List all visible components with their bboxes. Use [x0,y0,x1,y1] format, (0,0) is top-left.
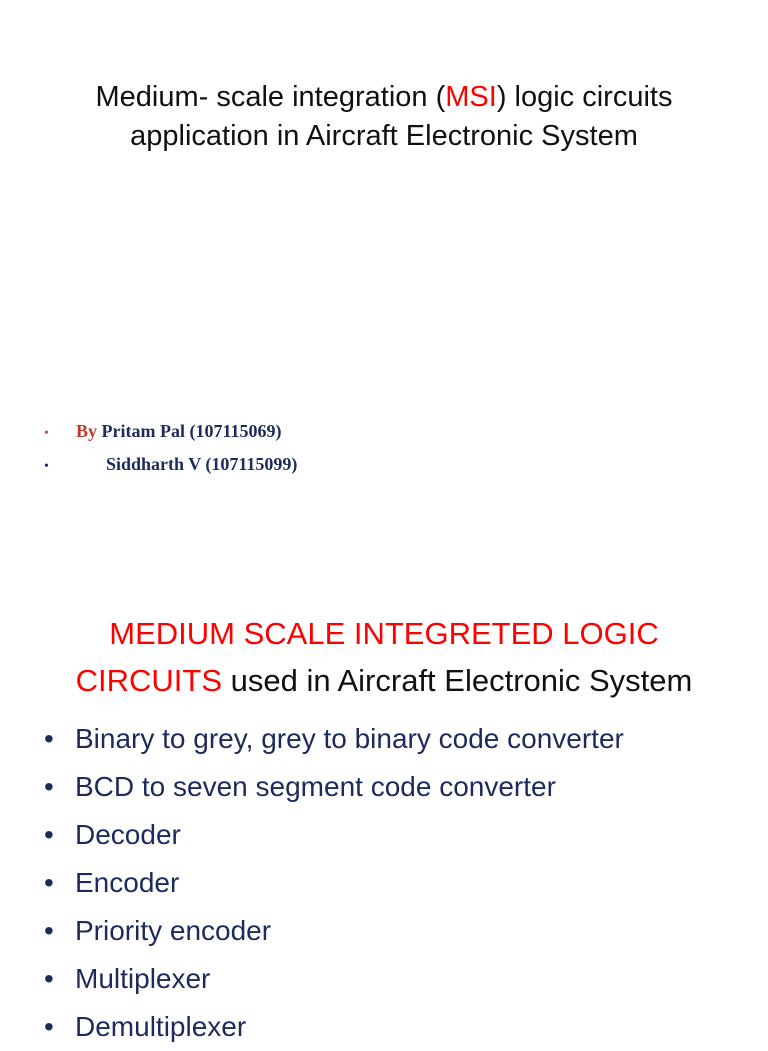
author-name: Pritam Pal (107115069) [101,421,282,441]
list-item-text: Encoder [75,867,180,898]
list-item [44,1003,624,1051]
title-text-before: Medium- scale integration ( [95,81,446,113]
list-item [44,859,624,907]
bullet-dot-icon: • [44,723,54,754]
bullet-dot-icon: • [44,915,54,946]
bullet-dot-icon: • [44,819,54,850]
title-text-after: ) logic circuits [496,81,673,113]
heading-rest: used in Aircraft Electronic System [222,663,693,698]
bullet-dot-icon: • [44,867,54,898]
content-slide [0,512,768,1042]
list-item [44,763,624,811]
list-item [44,907,624,955]
author-list [44,416,297,482]
slide-heading [0,610,768,704]
bullet-dot-icon: • [44,1011,54,1042]
bullet-dot-icon: • [44,426,49,441]
slide-title [0,78,768,156]
list-item [44,715,624,763]
bullet-dot-icon: • [44,963,54,994]
author-name: Siddharth V (107115099) [106,454,298,474]
by-label: By [76,421,98,441]
author-item [44,449,297,482]
list-item-text: Demultiplexer [75,1011,247,1042]
author-item [44,416,297,449]
heading-red-line-2: CIRCUITS [75,663,223,698]
list-item-text: Decoder [75,819,181,850]
list-item-text: Multiplexer [75,963,211,994]
topic-list [44,715,624,1051]
list-item-text: BCD to seven segment code converter [75,771,556,802]
list-item [44,955,624,1003]
title-slide [0,0,768,512]
title-acronym: MSI [445,81,497,113]
heading-red-line-1: MEDIUM SCALE INTEGRETED LOGIC [109,616,659,651]
list-item [44,811,624,859]
title-line-2: application in Aircraft Electronic System [130,120,638,152]
bullet-dot-icon: • [44,459,49,474]
list-item-text: Priority encoder [75,915,272,946]
list-item-text: Binary to grey, grey to binary code converter [75,723,624,754]
bullet-dot-icon: • [44,771,54,802]
